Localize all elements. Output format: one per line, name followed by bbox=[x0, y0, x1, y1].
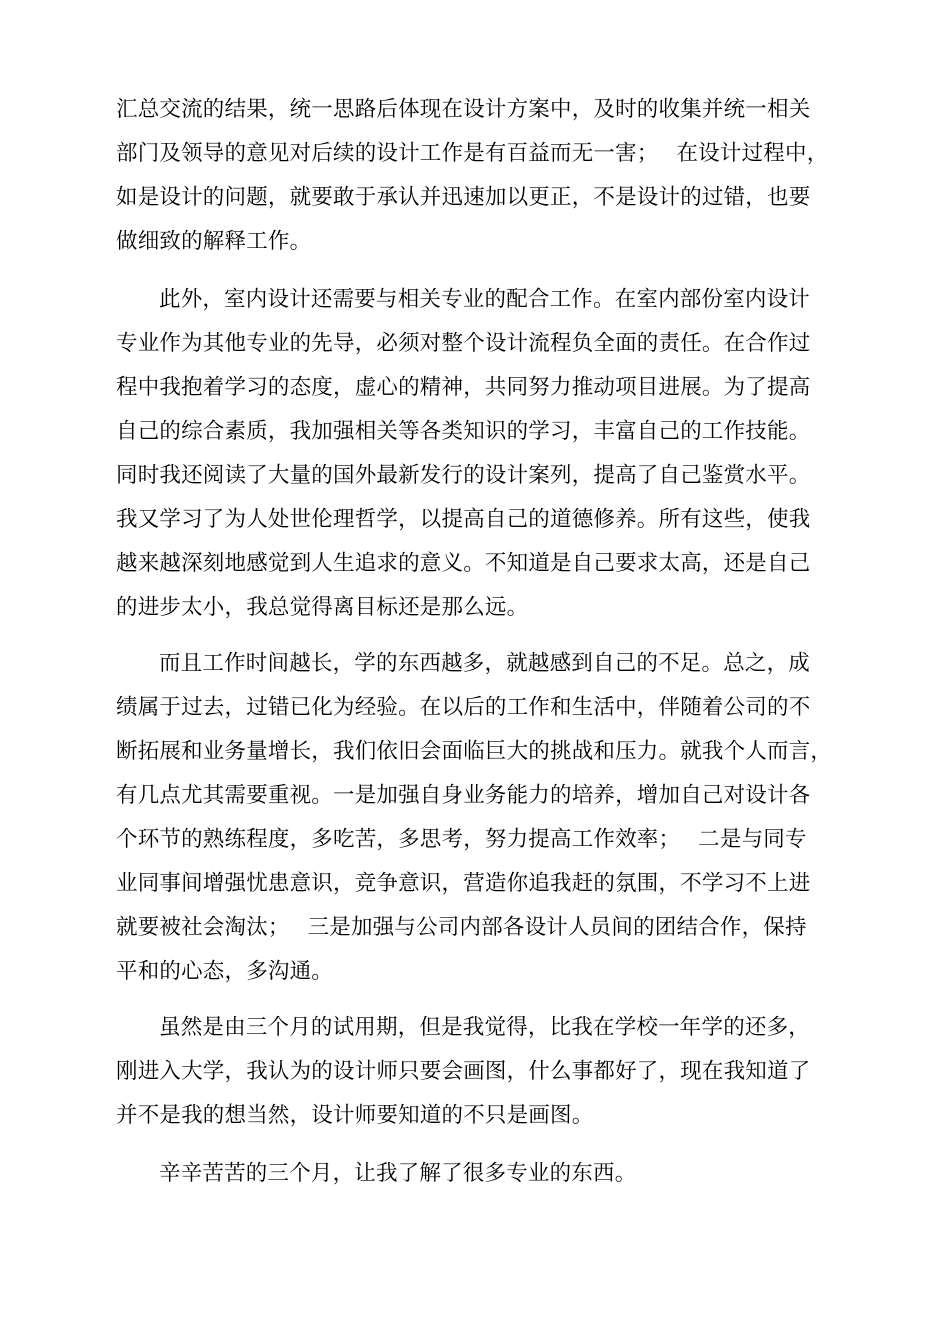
paragraph-line: 专业作为其他专业的先导，必须对整个设计流程负全面的责任。在合作过 bbox=[116, 331, 811, 356]
paragraph-line: 个环节的熟练程度，多吃苦，多思考，努力提高工作效率； 二是与同专 bbox=[116, 827, 807, 852]
paragraph-line: 辛辛苦苦的三个月，让我了解了很多专业的东西。 bbox=[159, 1161, 637, 1186]
paragraph-line: 绩属于过去，过错已化为经验。在以后的工作和生活中，伴随着公司的不 bbox=[116, 695, 811, 720]
paragraph-line: 虽然是由三个月的试用期，但是我觉得，比我在学校一年学的还多， bbox=[159, 1015, 811, 1040]
paragraph-line: 并不是我的想当然，设计师要知道的不只是画图。 bbox=[116, 1103, 594, 1128]
paragraph-line: 的进步太小，我总觉得离目标还是那么远。 bbox=[116, 595, 529, 620]
paragraph-4 bbox=[116, 1006, 834, 1138]
paragraph-1 bbox=[116, 88, 834, 264]
paragraph-line: 越来越深刻地感觉到人生追求的意义。不知道是自己要求太高，还是自己 bbox=[116, 551, 811, 576]
paragraph-line: 就要被社会淘汰； 三是加强与公司内部各设计人员间的团结合作，保持 bbox=[116, 915, 807, 940]
paragraph-line: 业同事间增强忧患意识，竞争意识，营造你追我赶的氛围，不学习不上进 bbox=[116, 871, 811, 896]
paragraph-line: 而且工作时间越长，学的东西越多，就越感到自己的不足。总之，成 bbox=[159, 651, 811, 676]
paragraph-5 bbox=[116, 1152, 834, 1196]
paragraph-line: 如是设计的问题，就要敢于承认并迅速加以更正，不是设计的过错，也要 bbox=[116, 185, 811, 210]
paragraph-line: 有几点尤其需要重视。一是加强自身业务能力的培养，增加自己对设计各 bbox=[116, 783, 811, 808]
paragraph-line: 同时我还阅读了大量的国外最新发行的设计案列，提高了自己鉴赏水平。 bbox=[116, 463, 811, 488]
paragraph-2 bbox=[116, 278, 834, 630]
paragraph-line: 刚进入大学，我认为的设计师只要会画图，什么事都好了，现在我知道了 bbox=[116, 1059, 811, 1084]
paragraph-line: 我又学习了为人处世伦理哲学，以提高自己的道德修养。所有这些，使我 bbox=[116, 507, 811, 532]
paragraph-line: 平和的心态，多沟通。 bbox=[116, 959, 334, 984]
paragraph-3 bbox=[116, 642, 834, 994]
paragraph-line: 此外，室内设计还需要与相关专业的配合工作。在室内部份室内设计 bbox=[159, 287, 811, 312]
paragraph-line: 做细致的解释工作。 bbox=[116, 229, 312, 254]
paragraph-line: 自己的综合素质，我加强相关等各类知识的学习，丰富自己的工作技能。 bbox=[116, 419, 811, 444]
paragraph-line: 断拓展和业务量增长，我们依旧会面临巨大的挑战和压力。就我个人而言， bbox=[116, 739, 833, 764]
paragraph-line: 汇总交流的结果，统一思路后体现在设计方案中，及时的收集并统一相关 bbox=[116, 97, 811, 122]
paragraph-line: 程中我抱着学习的态度，虚心的精神，共同努力推动项目进展。为了提高 bbox=[116, 375, 811, 400]
paragraph-line: 部门及领导的意见对后续的设计工作是有百益而无一害； 在设计过程中， bbox=[116, 141, 829, 166]
